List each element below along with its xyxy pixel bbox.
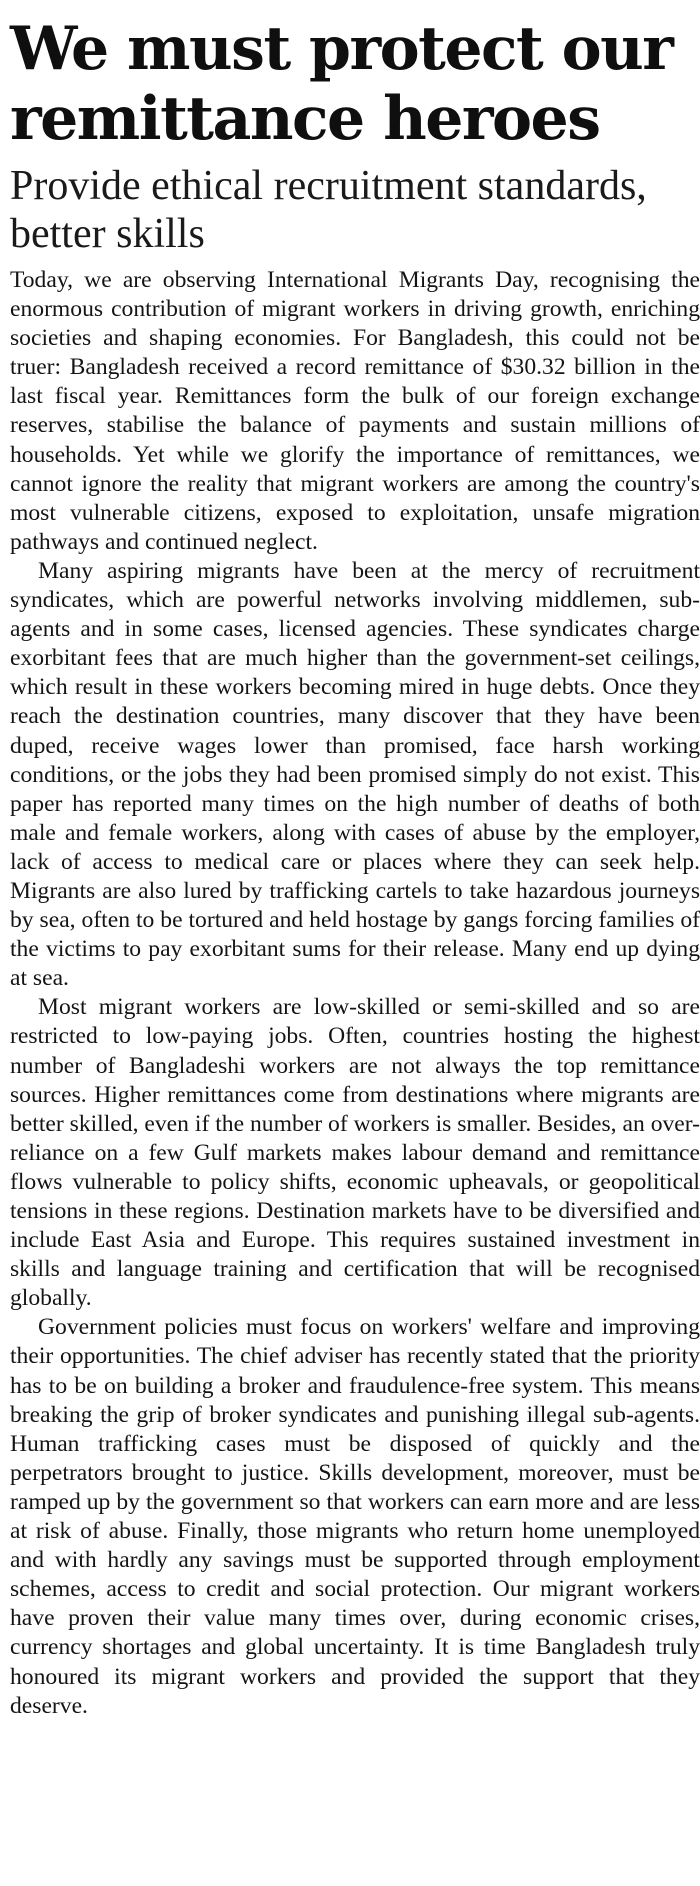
headline: We must protect our remittance heroes [10,14,673,154]
paragraph-1: Today, we are observing International Migrants Day, recognising the enormous contribution of migrant workers in driving growth, enriching societies and shaping economies. For Bangladesh, this could not be truer: Bangladesh received a record remittance of $30.32 billion in the last fiscal year. Remittances form the bulk of our foreign exchange reserves, stabilise the balance of payments and sustain millions of households. Yet while we glorify the importance of remittances, we cannot ignore the reality that migrant workers are among the country's most vulnerable citizens, exposed to exploitation, unsafe migration pathways and continued neglect. [10,267,700,555]
paragraph-3: Most migrant workers are low-skilled or semi-skilled and so are restricted to low-paying jobs. Often, countries hosting the highest number of Bangladeshi workers are not always the top remittance sources. Higher remittances come from destinations where migrants are better skilled, even if the number of workers is smaller. Besides, an over-reliance on a few Gulf markets makes labour demand and remittance flows vulnerable to policy shifts, economic upheavals, or geopolitical tensions in these regions. Destination markets have to be diversified and include East Asia and Europe. This requires sustained investment in skills and language training and certification that will be recognised globally. [10,994,700,1312]
article-body [10,266,700,1721]
subheadline: Provide ethical recruitment standards, better skills [10,163,647,257]
paragraph-2: Many aspiring migrants have been at the mercy of recruitment syndicates, which are powerful networks involving middlemen, sub-agents and in some cases, licensed agencies. These syndicates charge exorbitant fees that are much higher than the government-set ceilings, which result in these workers becoming mired in huge debts. Once they reach the destination countries, many discover that they have been duped, receive wages lower than promised, face harsh working conditions, or the jobs they had been promised simply do not exist. This paper has reported many times on the high number of deaths of both male and female workers, along with cases of abuse by the employer, lack of access to medical care or places where they can seek help. Migrants are also lured by trafficking cartels to take hazardous journeys by sea, often to be tortured and held hostage by gangs forcing families of the victims to pay exorbitant sums for their release. Many end up dying at sea. [10,557,700,992]
paragraph-4: Government policies must focus on workers' welfare and improving their opportunities. The chief adviser has recently stated that the priority has to be on building a broker and fraudulence-free system. This means breaking the grip of broker syndicates and punishing illegal sub-agents. Human trafficking cases must be disposed of quickly and the perpetrators brought to justice. Skills development, moreover, must be ramped up by the government so that workers can earn more and are less at risk of abuse. Finally, those migrants who return home unemployed and with hardly any savings must be supported through employment schemes, access to credit and social protection. Our migrant workers have proven their value many times over, during economic crises, currency shortages and global uncertainty. It is time Bangladesh truly honoured its migrant workers and provided the support that they deserve. [10,1314,700,1719]
